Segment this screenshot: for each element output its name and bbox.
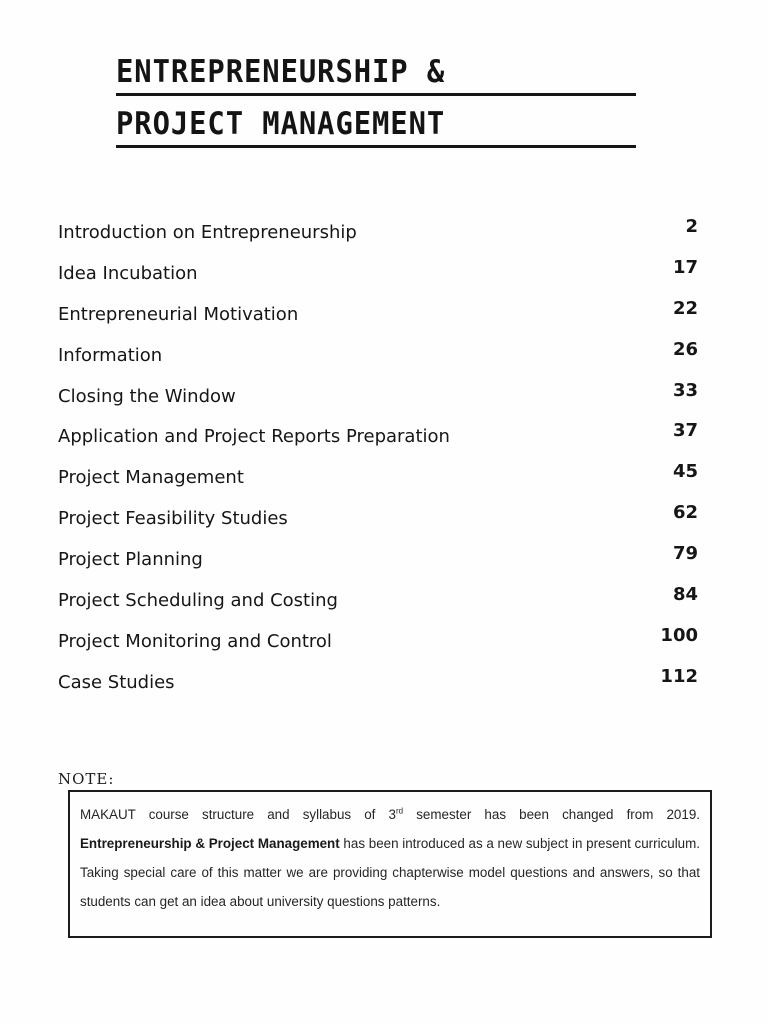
book-title: [116, 52, 636, 148]
toc-entry-title: Project Feasibility Studies: [58, 508, 288, 530]
toc-entry-title: Project Monitoring and Control: [58, 630, 332, 652]
toc-entry-page: 22: [672, 297, 698, 319]
toc-entry[interactable]: [58, 380, 698, 421]
title-underline-2: [116, 145, 636, 148]
note-subject-name: Entrepreneurship & Project Management: [80, 836, 340, 851]
toc-entry[interactable]: [58, 543, 698, 584]
toc-entry-page: 62: [672, 502, 698, 524]
note-box: [68, 790, 712, 938]
toc-entry-page: 100: [660, 624, 698, 646]
toc-entry-page: 17: [672, 256, 698, 278]
toc-entry[interactable]: [58, 298, 698, 339]
note-text-part1: MAKAUT course structure and syllabus of 3: [80, 807, 396, 822]
toc-entry-title: Information: [58, 344, 163, 366]
toc-entry-title: Entrepreneurial Motivation: [58, 303, 299, 325]
table-of-contents: [58, 216, 698, 707]
toc-entry-page: 37: [672, 420, 698, 442]
toc-entry[interactable]: [58, 420, 698, 461]
toc-entry-title: Project Scheduling and Costing: [58, 590, 338, 612]
toc-entry[interactable]: [58, 502, 698, 543]
title-spacer: [116, 96, 636, 104]
toc-entry[interactable]: [58, 666, 698, 707]
toc-entry[interactable]: [58, 339, 698, 380]
toc-entry[interactable]: [58, 216, 698, 257]
toc-entry-page: 45: [672, 461, 698, 483]
title-line-2: PROJECT MANAGEMENT: [116, 106, 446, 142]
toc-entry-page: 84: [672, 584, 698, 606]
toc-entry-page: 33: [672, 379, 698, 401]
toc-entry-title: Project Planning: [58, 549, 203, 571]
toc-entry-page: 26: [672, 338, 698, 360]
toc-entry-page: 2: [685, 216, 698, 237]
toc-entry[interactable]: [58, 461, 698, 502]
toc-entry-page: 112: [660, 665, 698, 687]
toc-entry[interactable]: [58, 625, 698, 666]
toc-entry-title: Application and Project Reports Preparation: [58, 426, 450, 448]
toc-entry-page: 79: [672, 543, 698, 565]
note-superscript: rd: [395, 806, 404, 816]
title-line-1: ENTREPRENEURSHIP &: [116, 54, 446, 90]
toc-entry-title: Case Studies: [58, 671, 175, 693]
toc-entry[interactable]: [58, 584, 698, 625]
toc-entry-title: Introduction on Entrepreneurship: [58, 222, 357, 243]
toc-entry-title: Idea Incubation: [58, 262, 198, 284]
toc-entry-title: Closing the Window: [58, 385, 236, 407]
toc-entry[interactable]: [58, 257, 698, 298]
note-label: NOTE:: [58, 770, 115, 788]
toc-entry-title: Project Management: [58, 467, 244, 489]
note-text-part2: semester has been changed from 2019.: [403, 807, 700, 822]
note-text-part3: has been introduced as a new subject in present curriculum. Taking special care of this matter we are providing chapterwise model questions and answers, so that students can get an idea about university questions patterns.: [80, 836, 700, 909]
